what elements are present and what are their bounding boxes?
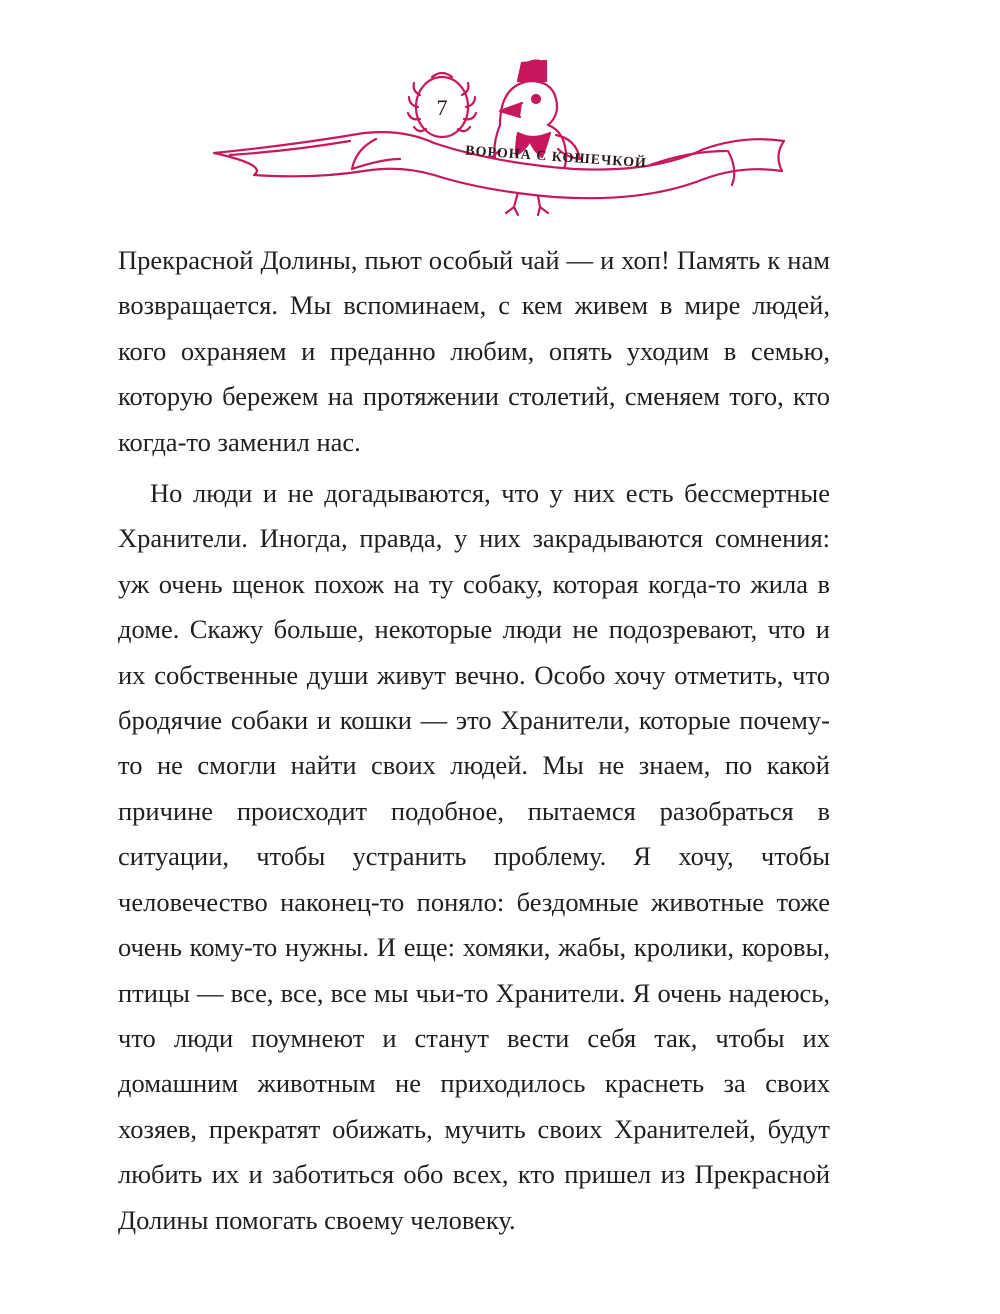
chapter-header: [200, 55, 800, 220]
chapter-title: ВОРОНА С КОШЕЧКОЙ: [464, 143, 648, 172]
paragraph: Но люди и не догадываются, что у них есть бессмертные Хранители. Иногда, правда, у них закрадываются сомнения: уж очень щенок похож на ту собаку, которая когда-то жила в доме. Скажу больше, некоторые люди не подозревают, что и их собственные души живут вечно. Особо хочу отметить, что бродячие собаки и кошки — это Хранители, которые почему-то не смогли найти своих людей. Мы не знаем, по какой причине происходит подобное, пытаемся разобраться в ситуации, чтобы устранить проблему. Я хочу, чтобы человечество наконец-то поняло: бездомные животные тоже очень кому-то нужны. И еще: хомяки, жабы, кролики, коровы, птицы — все, все, все мы чьи-то Хранители. Я очень надеюсь, что люди поумнеют и станут вести себя так, чтобы их домашним животным не приходилось краснеть за своих хозяев, прекратят обижать, мучить своих Хранителей, будут любить их и заботиться обо всех, кто пришел из Прекрасной Долины помогать своему человеку.: [118, 478, 830, 1235]
body-text: [118, 238, 830, 1243]
page-number: 7: [436, 95, 448, 120]
paragraph: Прекрасной Долины, пьют особый чай — и хоп! Память к нам возвращается. Мы вспоминаем, с кем живем в мире людей, кого охраняем и преданно любим, опять уходим в семью, которую бережем на протяжении столетий, сменяем того, кто когда-то заменил нас.: [118, 245, 830, 457]
ribbon-crow-illustration: [200, 55, 800, 220]
